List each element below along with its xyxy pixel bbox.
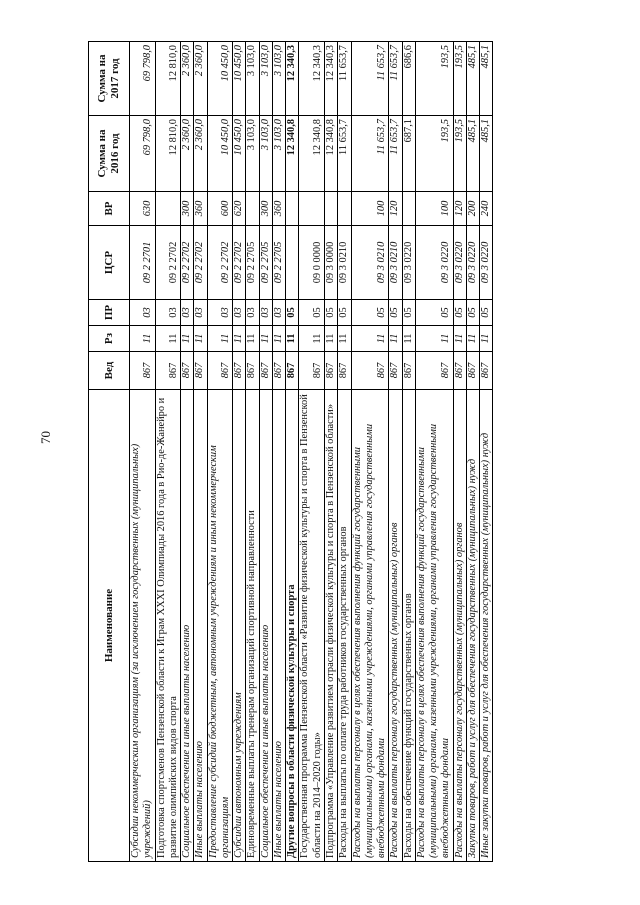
row-sum-2016: 2 360,0 (194, 116, 207, 192)
row-name: Расходы на выплаты по оплате труда работников государственных органов (338, 390, 351, 862)
row-sum-2017: 2 360,0 (194, 42, 207, 116)
row-vr: 620 (233, 192, 246, 226)
row-rz: 11 (338, 326, 351, 352)
row-vr: 630 (130, 192, 156, 226)
row-csr: 09 3 0220 (402, 226, 415, 300)
row-sum-2016: 12 340,8 (299, 116, 325, 192)
row-csr: 09 2 2705 (259, 226, 272, 300)
row-sum-2016: 10 450,0 (207, 116, 233, 192)
row-rz: 11 (480, 326, 493, 352)
row-vr: 360 (194, 192, 207, 226)
row-sum-2017: 485,1 (466, 42, 479, 116)
row-csr: 09 3 0220 (466, 226, 479, 300)
header-rz: Рз (89, 326, 130, 352)
row-vr: 100 (415, 192, 453, 226)
row-ved: 867 (246, 352, 259, 390)
row-sum-2017: 3 103,0 (259, 42, 272, 116)
row-pr: 05 (338, 300, 351, 326)
row-rz: 11 (389, 326, 402, 352)
row-ved: 867 (155, 352, 181, 390)
row-vr (286, 192, 299, 226)
row-name: Субсидии некоммерческим организациям (за исключением государственных (муниципальных) учреждений) (130, 390, 156, 862)
row-pr: 03 (181, 300, 194, 326)
row-name: Иные закупки товаров, работ и услуг для обеспечения государственных (муниципальных) нужд (480, 390, 493, 862)
row-sum-2017: 12 340,3 (299, 42, 325, 116)
row-rz: 11 (207, 326, 233, 352)
row-pr: 03 (207, 300, 233, 326)
row-name: Расходы на выплаты персоналу государственных (муниципальных) органов (453, 390, 466, 862)
row-ved: 867 (402, 352, 415, 390)
row-ved: 867 (286, 352, 299, 390)
header-pr: ПР (89, 300, 130, 326)
row-sum-2016: 193,5 (453, 116, 466, 192)
row-csr: 09 0 0000 (299, 226, 325, 300)
row-name: Расходы на выплаты персоналу государственных (муниципальных) органов (389, 390, 402, 862)
header-row (89, 42, 130, 862)
table-row (402, 42, 415, 862)
row-sum-2016: 10 450,0 (233, 116, 246, 192)
row-sum-2016: 11 653,7 (389, 116, 402, 192)
table-row (207, 42, 233, 862)
table-row (453, 42, 466, 862)
row-ved: 867 (130, 352, 156, 390)
row-sum-2016: 485,1 (466, 116, 479, 192)
row-pr: 05 (324, 300, 337, 326)
row-rz: 11 (351, 326, 389, 352)
row-csr: 09 2 2702 (207, 226, 233, 300)
row-rz: 11 (155, 326, 181, 352)
header-sum-2016: Сумма на 2016 год (89, 116, 130, 192)
rotated-page (88, 42, 618, 862)
row-rz: 11 (181, 326, 194, 352)
row-name: Единовременные выплаты тренерам организаций спортивной направленности (246, 390, 259, 862)
row-name: Расходы на выплаты персоналу в целях обеспечения выполнения функций государственными (муниципальными) органами, казенными учреждениями, органами управления государственными внебюджетными фондами (415, 390, 453, 862)
row-sum-2016: 193,5 (415, 116, 453, 192)
row-rz: 11 (466, 326, 479, 352)
row-ved: 867 (233, 352, 246, 390)
row-sum-2017: 485,1 (480, 42, 493, 116)
row-sum-2016: 3 103,0 (272, 116, 285, 192)
header-ved: Вед (89, 352, 130, 390)
row-rz: 11 (402, 326, 415, 352)
row-csr: 09 3 0210 (389, 226, 402, 300)
row-ved: 867 (324, 352, 337, 390)
row-pr: 05 (480, 300, 493, 326)
row-name: Иные выплаты населению (194, 390, 207, 862)
table-row (233, 42, 246, 862)
row-name: Предоставление субсидий бюджетным, автономным учреждениям и иным некоммерческим организациям (207, 390, 233, 862)
row-pr: 03 (233, 300, 246, 326)
row-vr: 600 (207, 192, 233, 226)
header-sum-2017: Сумма на 2017 год (89, 42, 130, 116)
row-vr: 100 (351, 192, 389, 226)
row-pr: 03 (272, 300, 285, 326)
row-vr: 300 (181, 192, 194, 226)
row-pr: 05 (286, 300, 299, 326)
table-row (324, 42, 337, 862)
row-vr (402, 192, 415, 226)
row-vr: 120 (389, 192, 402, 226)
row-pr: 05 (453, 300, 466, 326)
row-pr: 03 (246, 300, 259, 326)
row-sum-2016: 2 360,0 (181, 116, 194, 192)
header-name: Наименование (89, 390, 130, 862)
row-vr: 300 (259, 192, 272, 226)
row-name: Расходы на обеспечение функций государственных органов (402, 390, 415, 862)
row-vr: 120 (453, 192, 466, 226)
row-csr: 09 3 0210 (351, 226, 389, 300)
row-csr (286, 226, 299, 300)
table-row (351, 42, 389, 862)
row-rz: 11 (194, 326, 207, 352)
row-rz: 11 (415, 326, 453, 352)
row-pr: 05 (389, 300, 402, 326)
row-ved: 867 (480, 352, 493, 390)
row-csr: 09 2 2705 (246, 226, 259, 300)
row-pr: 05 (351, 300, 389, 326)
row-csr: 09 2 2702 (233, 226, 246, 300)
row-csr: 09 2 2701 (130, 226, 156, 300)
row-vr (155, 192, 181, 226)
row-sum-2017: 2 360,0 (181, 42, 194, 116)
row-ved: 867 (389, 352, 402, 390)
row-ved: 867 (466, 352, 479, 390)
row-rz: 11 (272, 326, 285, 352)
table-row (338, 42, 351, 862)
row-rz: 11 (233, 326, 246, 352)
row-pr: 03 (130, 300, 156, 326)
row-csr: 09 3 0220 (480, 226, 493, 300)
row-sum-2017: 3 103,0 (272, 42, 285, 116)
row-name: Социальное обеспечение и иные выплаты населению (259, 390, 272, 862)
row-ved: 867 (338, 352, 351, 390)
row-csr: 09 3 0210 (338, 226, 351, 300)
row-name: Другие вопросы в области физической культуры и спорта (286, 390, 299, 862)
row-rz: 11 (453, 326, 466, 352)
table-row (259, 42, 272, 862)
row-sum-2017: 10 450,0 (207, 42, 233, 116)
row-sum-2016: 69 798,0 (130, 116, 156, 192)
row-csr: 09 2 2702 (155, 226, 181, 300)
row-csr: 09 2 2702 (194, 226, 207, 300)
row-pr: 03 (155, 300, 181, 326)
row-sum-2016: 3 103,0 (259, 116, 272, 192)
row-ved: 867 (181, 352, 194, 390)
row-name: Субсидии автономным учреждениям (233, 390, 246, 862)
row-sum-2016: 12 340,8 (324, 116, 337, 192)
row-name: Иные выплаты населению (272, 390, 285, 862)
row-sum-2016: 12 810,0 (155, 116, 181, 192)
header-vr: ВР (89, 192, 130, 226)
row-ved: 867 (272, 352, 285, 390)
row-csr: 09 2 2705 (272, 226, 285, 300)
page-number: 70 (38, 431, 53, 444)
row-csr: 09 2 2702 (181, 226, 194, 300)
row-sum-2017: 69 798,0 (130, 42, 156, 116)
row-name: Подготовка спортсменов Пензенской области к Играм XXXI Олимпиады 2016 года в Рио-де-Жанейро и развитие олимпийских видов спорта (155, 390, 181, 862)
row-ved: 867 (207, 352, 233, 390)
budget-table (88, 41, 493, 862)
row-ved: 867 (453, 352, 466, 390)
row-name: Социальное обеспечение и иные выплаты населению (181, 390, 194, 862)
table-row (155, 42, 181, 862)
row-sum-2017: 3 103,0 (246, 42, 259, 116)
row-name: Закупка товаров, работ и услуг для обеспечения государственных (муниципальных) нужд (466, 390, 479, 862)
row-sum-2017: 12 340,3 (286, 42, 299, 116)
row-pr: 05 (402, 300, 415, 326)
header-csr: ЦСР (89, 226, 130, 300)
table-row (130, 42, 156, 862)
row-rz: 11 (286, 326, 299, 352)
row-pr: 03 (194, 300, 207, 326)
table-row (246, 42, 259, 862)
table-row (299, 42, 325, 862)
row-sum-2016: 485,1 (480, 116, 493, 192)
row-vr: 240 (480, 192, 493, 226)
table-row (181, 42, 194, 862)
row-csr: 09 3 0220 (415, 226, 453, 300)
row-sum-2017: 10 450,0 (233, 42, 246, 116)
row-rz: 11 (259, 326, 272, 352)
row-ved: 867 (415, 352, 453, 390)
row-pr: 05 (466, 300, 479, 326)
table-row (286, 42, 299, 862)
row-sum-2016: 687,1 (402, 116, 415, 192)
table-row (466, 42, 479, 862)
row-pr: 05 (415, 300, 453, 326)
row-ved: 867 (194, 352, 207, 390)
row-sum-2017: 11 653,7 (338, 42, 351, 116)
row-sum-2017: 11 653,7 (351, 42, 389, 116)
row-csr: 09 3 0220 (453, 226, 466, 300)
table-row (272, 42, 285, 862)
row-rz: 11 (324, 326, 337, 352)
row-rz: 11 (299, 326, 325, 352)
row-ved: 867 (299, 352, 325, 390)
row-vr: 360 (272, 192, 285, 226)
row-csr: 09 3 0000 (324, 226, 337, 300)
row-sum-2017: 686,6 (402, 42, 415, 116)
row-sum-2017: 193,5 (415, 42, 453, 116)
row-name: Подпрограмма «Управление развитием отрасли физической культуры и спорта в Пензенской области» (324, 390, 337, 862)
row-vr (338, 192, 351, 226)
row-ved: 867 (259, 352, 272, 390)
row-pr: 03 (259, 300, 272, 326)
table-row (389, 42, 402, 862)
row-sum-2016: 11 653,7 (351, 116, 389, 192)
table-row (480, 42, 493, 862)
table-row (194, 42, 207, 862)
row-sum-2016: 11 653,7 (338, 116, 351, 192)
row-name: Расходы на выплаты персоналу в целях обеспечения выполнения функций государственными (муниципальными) органами, казенными учреждениями, органами управления государственными внебюджетными фондами (351, 390, 389, 862)
row-name: Государственная программа Пензенской области «Развитие физической культуры и спорта в Пензенской области на 2014–2020 годы» (299, 390, 325, 862)
row-vr (324, 192, 337, 226)
row-sum-2016: 12 340,8 (286, 116, 299, 192)
row-vr (246, 192, 259, 226)
row-ved: 867 (351, 352, 389, 390)
row-vr: 200 (466, 192, 479, 226)
row-sum-2017: 12 810,0 (155, 42, 181, 116)
row-sum-2017: 193,5 (453, 42, 466, 116)
row-sum-2017: 12 340,3 (324, 42, 337, 116)
row-rz: 11 (246, 326, 259, 352)
row-sum-2017: 11 653,7 (389, 42, 402, 116)
row-sum-2016: 3 103,0 (246, 116, 259, 192)
row-vr (299, 192, 325, 226)
row-pr: 05 (299, 300, 325, 326)
row-rz: 11 (130, 326, 156, 352)
table-row (415, 42, 453, 862)
table-body (130, 42, 493, 862)
